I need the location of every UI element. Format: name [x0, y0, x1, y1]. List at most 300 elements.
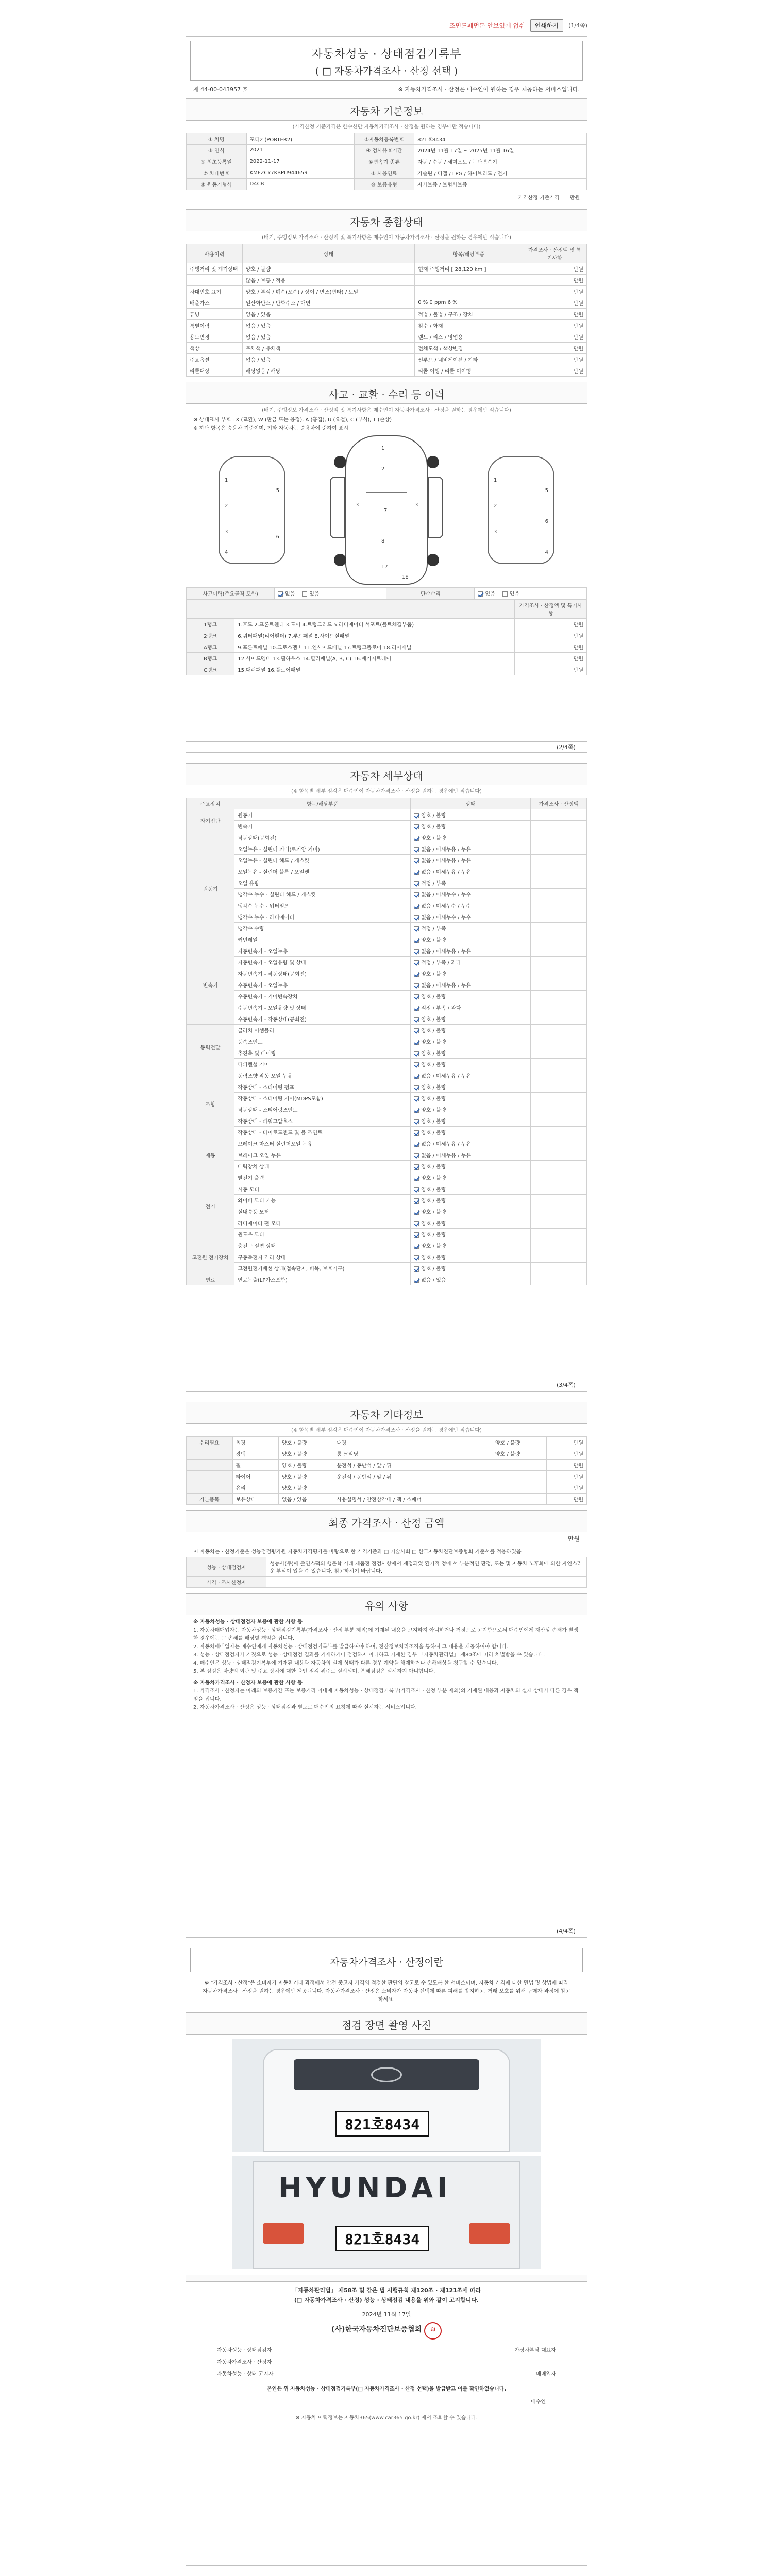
status-checkbox[interactable] — [414, 994, 419, 999]
sign-row — [186, 2355, 587, 2367]
summary-cell: 현재 주행거리 [ 28,120 km ] — [415, 263, 523, 275]
etc-cell: 내장 — [333, 1437, 492, 1448]
summary-row — [187, 263, 587, 275]
status-checkbox[interactable] — [414, 1244, 419, 1249]
rank-price: 만원 — [515, 619, 587, 630]
status-checkbox[interactable] — [414, 1130, 419, 1136]
status-text: 양호 / 불량 — [421, 1176, 446, 1181]
basic-section-title: 자동차 기본정보 — [186, 98, 587, 121]
summary-cell: 없음 / 있음 — [242, 320, 414, 331]
detail-price — [531, 1093, 587, 1104]
car-diagram — [186, 433, 587, 587]
etc-cell — [187, 1471, 233, 1482]
status-text: 양호 / 불량 — [421, 1221, 446, 1227]
page-2 — [186, 752, 587, 1365]
status-text: 양호 / 불량 — [421, 813, 446, 819]
rank-label: C랭크 — [187, 664, 234, 675]
detail-row — [187, 1217, 587, 1229]
etc-cell — [333, 1482, 492, 1494]
repair-yes-checkbox[interactable] — [502, 591, 508, 597]
detail-row — [187, 1059, 587, 1070]
detail-row — [187, 945, 587, 957]
summary-cell: 만원 — [523, 343, 586, 354]
detail-item: 브레이크 오일 누유 — [234, 1149, 411, 1161]
photo-section-title: 점검 장면 촬영 사진 — [186, 2012, 587, 2035]
summary-section-title: 자동차 종합상태 — [186, 209, 587, 231]
front-plate: 821호8434 — [335, 2111, 429, 2137]
basic-cell: 포터2 (PORTER2) — [246, 133, 354, 145]
summary-head-cell: 항목/해당부품 — [415, 244, 523, 263]
summary-cell: 침수 / 화재 — [415, 320, 523, 331]
detail-item: 구동축전지 격리 상태 — [234, 1251, 411, 1263]
detail-item: 동력조향 작동 오일 누유 — [234, 1070, 411, 1081]
detail-status — [411, 843, 531, 855]
detail-status — [411, 1025, 531, 1036]
etc-cell — [492, 1482, 546, 1494]
etc-cell: 타이어 — [232, 1471, 279, 1482]
detail-group: 고전원 전기장치 — [187, 1240, 234, 1274]
summary-cell: 용도변경 — [187, 331, 243, 343]
summary-cell: 만원 — [523, 354, 586, 365]
status-checkbox[interactable] — [414, 1017, 419, 1022]
status-checkbox[interactable] — [414, 972, 419, 977]
status-checkbox[interactable] — [414, 1051, 419, 1056]
detail-item: 클러치 어셈블리 — [234, 1025, 411, 1036]
summary-table — [186, 244, 587, 377]
notice-paragraph: 4. 매수인은 성능 · 상태점검기록부에 기재된 내용과 자동차의 실제 상태가 다른 경우 계약을 해제하거나 손해배상을 청구할 수 있습니다. — [193, 1660, 498, 1666]
status-checkbox[interactable] — [414, 870, 419, 875]
etc-cell: 양호 / 불량 — [279, 1460, 333, 1471]
sign-row — [186, 2344, 587, 2355]
detail-row — [187, 1070, 587, 1081]
status-checkbox[interactable] — [414, 1255, 419, 1260]
summary-cell: 만원 — [523, 275, 586, 286]
detail-item: 작동상태 - 타이로드엔드 및 볼 조인트 — [234, 1127, 411, 1138]
detail-status — [411, 832, 531, 843]
sign-org-row — [190, 2322, 583, 2340]
status-text: 적정 / 부족 — [421, 881, 446, 887]
doc-meta — [186, 85, 587, 93]
status-checkbox[interactable] — [414, 1153, 419, 1158]
status-text: 양호 / 불량 — [421, 1255, 446, 1261]
rank-table — [186, 599, 587, 675]
status-text: 없음 / 미세누수 / 누수 — [421, 915, 471, 921]
detail-price — [531, 968, 587, 979]
detail-row — [187, 809, 587, 821]
basic-cell: 2022-11-17 — [246, 156, 354, 167]
detail-price — [531, 1138, 587, 1149]
status-text: 없음 / 미세누유 / 누유 — [421, 858, 471, 864]
basic-cell: ⑩ 보증유형 — [354, 179, 414, 190]
basic-cell: 821호8434 — [414, 133, 587, 145]
basic-cell: ⑤ 최초등록일 — [187, 156, 247, 167]
detail-row — [187, 911, 587, 923]
detail-price — [531, 1002, 587, 1013]
detail-status — [411, 809, 531, 821]
status-checkbox[interactable] — [414, 1232, 419, 1238]
status-checkbox[interactable] — [414, 926, 419, 931]
status-text: 양호 / 불량 — [421, 1040, 446, 1045]
summary-cell — [187, 275, 243, 286]
status-checkbox[interactable] — [414, 983, 419, 988]
status-text: 적정 / 부족 / 과다 — [421, 960, 461, 966]
status-checkbox[interactable] — [414, 892, 419, 897]
status-checkbox[interactable] — [414, 858, 419, 863]
etc-section-title: 자동차 기타정보 — [186, 1402, 587, 1424]
detail-price — [531, 1081, 587, 1093]
basic-cell: ③ 연식 — [187, 145, 247, 156]
detail-item: 수동변속기 - 기어변속장치 — [234, 991, 411, 1002]
detail-status — [411, 923, 531, 934]
status-checkbox[interactable] — [414, 1176, 419, 1181]
status-checkbox[interactable] — [414, 1210, 419, 1215]
service-title: 자동차가격조사 · 산정이란 — [329, 1957, 443, 1968]
detail-item: 변속기 — [234, 821, 411, 832]
status-checkbox[interactable] — [414, 1028, 419, 1033]
status-text: 적정 / 부족 / 과다 — [421, 1006, 461, 1011]
status-checkbox[interactable] — [414, 960, 419, 965]
summary-cell: 만원 — [523, 263, 586, 275]
detail-row — [187, 1002, 587, 1013]
page-number: (1/4쪽) — [568, 22, 587, 29]
base-price-unit: 만원 — [569, 195, 580, 201]
accident-legend — [186, 416, 587, 433]
summary-cell: 튜닝 — [187, 309, 243, 320]
detail-item: 추진축 및 베어링 — [234, 1047, 411, 1059]
status-text: 없음 / 있음 — [421, 1278, 446, 1283]
summary-cell: 색상 — [187, 343, 243, 354]
status-checkbox[interactable] — [414, 813, 419, 818]
summary-cell: 만원 — [523, 365, 586, 377]
detail-status — [411, 1047, 531, 1059]
detail-item: 배력장치 상태 — [234, 1161, 411, 1172]
status-checkbox[interactable] — [414, 1074, 419, 1079]
etc-cell: 양호 / 불량 — [279, 1437, 333, 1448]
status-text: 없음 / 미세누유 / 누유 — [421, 949, 471, 955]
basic-section-note: (가격산정 기준가격은 한수신만 자동차가격조사 · 산정을 원하는 경우에만 적습니다) — [292, 124, 481, 130]
basic-cell: D4CB — [246, 179, 354, 190]
status-checkbox[interactable] — [414, 1278, 419, 1283]
rank-label: A랭크 — [187, 641, 234, 653]
basic-cell: 2024년 11월 17일 ~ 2025년 11월 16일 — [414, 145, 587, 156]
status-checkbox[interactable] — [414, 1221, 419, 1226]
status-text: 양호 / 불량 — [421, 824, 446, 830]
detail-item: 라디에이터 팬 모터 — [234, 1217, 411, 1229]
detail-row — [187, 1206, 587, 1217]
detail-price — [531, 1183, 587, 1195]
status-checkbox[interactable] — [414, 1164, 419, 1170]
summary-cell: 양호 / 불량 — [242, 263, 414, 275]
sign-org: (사)한국자동차진단보증협회 — [331, 2325, 422, 2334]
notice-head-2: ※ 자동차가격조사 · 산정자 보증에 관한 사항 등 — [193, 1680, 303, 1686]
sign-statement — [186, 2282, 587, 2344]
status-text: 양호 / 불량 — [421, 1198, 446, 1204]
etc-cell: 양호 / 불량 — [279, 1471, 333, 1482]
detail-item: 실내송풍 모터 — [234, 1206, 411, 1217]
basic-cell: 2021 — [246, 145, 354, 156]
status-checkbox[interactable] — [414, 1062, 419, 1067]
detail-row — [187, 991, 587, 1002]
detail-price — [531, 900, 587, 911]
detail-item: 자동변속기 - 작동상태(공회전) — [234, 968, 411, 979]
detail-item: 오일누유 - 실린더 블록 / 오일팬 — [234, 866, 411, 877]
repair-none-checkbox[interactable] — [478, 591, 483, 597]
detail-price — [531, 855, 587, 866]
sign-role: 자동차가격조사 · 산정자 — [217, 2360, 272, 2366]
status-checkbox[interactable] — [414, 1119, 419, 1124]
etc-row — [187, 1460, 587, 1471]
detail-item: 작동상태 - 파워고압호스 — [234, 1115, 411, 1127]
etc-cell: 운전석 / 동반석 / 앞 / 뒤 — [333, 1471, 492, 1482]
rear-brand: HYUNDAI — [278, 2172, 452, 2204]
detail-item: 발전기 출력 — [234, 1172, 411, 1183]
status-text: 없음 / 미세누유 / 누유 — [421, 983, 471, 989]
summary-row — [187, 343, 587, 354]
detail-row — [187, 1047, 587, 1059]
detail-status — [411, 1240, 531, 1251]
front-photo — [232, 2039, 541, 2152]
notice-paragraph: 3. 성능 · 상태점검자가 거짓으로 성능 · 상태점검 결과를 기재하거나 점검하지 아니하고 기재한 경우 「자동차관리법」 제80조에 따라 처벌받을 수 있습니다. — [193, 1652, 545, 1658]
detail-price — [531, 1025, 587, 1036]
detail-price — [531, 1161, 587, 1172]
detail-table — [186, 798, 587, 1285]
detail-price — [531, 957, 587, 968]
summary-cell: 배출가스 — [187, 297, 243, 309]
org-seal: 印 — [424, 2322, 442, 2340]
notice-link[interactable]: 조민드페먼돈 안보있에 없쉬 — [449, 22, 525, 29]
detail-group: 자기진단 — [187, 809, 234, 832]
rank-parts: 12.사이드멤버 13.휠하우스 14.필러패널(A, B, C) 16.패키지트레이 — [234, 653, 515, 664]
summary-cell: 썬루프 / 네비게이션 / 기타 — [415, 354, 523, 365]
accident-yes-checkbox[interactable] — [302, 591, 307, 597]
accident-none-checkbox[interactable] — [278, 591, 283, 597]
summary-cell: 만원 — [523, 320, 586, 331]
detail-item: 오일누유 - 실린더 헤드 / 개스킷 — [234, 855, 411, 866]
basic-table — [186, 133, 587, 190]
car-front-view: 1 2 3 4 5 6 — [219, 456, 285, 564]
detail-price — [531, 923, 587, 934]
notice-paragraph: 1. 가격조사 · 산정자는 아래의 보증기간 또는 보증거리 이내에 자동차성능 · 상태점검기록부(가격조사 · 산정 부분 제외)의 기재된 내용과 자동차의 실제 상태가 다른 경우 책임을 집니다. — [193, 1688, 579, 1702]
rank-parts: 6.쿼터패널(리어휀더) 7.루프패널 8.사이드실패널 — [234, 630, 515, 641]
basic-row — [187, 179, 587, 190]
detail-group: 전기 — [187, 1172, 234, 1240]
status-checkbox[interactable] — [414, 836, 419, 841]
detail-status — [411, 1127, 531, 1138]
detail-price — [531, 1036, 587, 1047]
rank-row — [187, 653, 587, 664]
status-checkbox[interactable] — [414, 881, 419, 886]
accident-history-table: 사고이력(주요골격 포함) 없음 있음 단순수리 없음 있음 — [186, 587, 587, 599]
etc-cell — [492, 1471, 546, 1482]
detail-status — [411, 1115, 531, 1127]
detail-price — [531, 1251, 587, 1263]
status-checkbox[interactable] — [414, 1108, 419, 1113]
detail-status — [411, 877, 531, 889]
detail-status — [411, 991, 531, 1002]
status-text: 없음 / 미세누유 / 누유 — [421, 847, 471, 853]
detail-section-title: 자동차 세부상태 — [186, 763, 587, 785]
detail-price — [531, 1172, 587, 1183]
detail-price — [531, 1115, 587, 1127]
etc-row — [187, 1437, 587, 1448]
summary-cell: 주행거리 및 계기상태 — [187, 263, 243, 275]
detail-status — [411, 1206, 531, 1217]
summary-cell: 리콜대상 — [187, 365, 243, 377]
status-text: 양호 / 불량 — [421, 1130, 446, 1136]
detail-status — [411, 900, 531, 911]
detail-item: 오일 유량 — [234, 877, 411, 889]
accident-question: 사고이력(주요골격 포함) — [187, 588, 275, 599]
status-checkbox[interactable] — [414, 1006, 419, 1011]
etc-cell: 룸 크리닝 — [333, 1448, 492, 1460]
page-2-number: (2/4쪽) — [557, 744, 576, 751]
summary-row — [187, 320, 587, 331]
detail-head-cell: 항목/해당부품 — [234, 798, 411, 809]
status-checkbox[interactable] — [414, 915, 419, 920]
detail-row — [187, 1183, 587, 1195]
detail-group: 원동기 — [187, 832, 234, 945]
etc-cell — [187, 1482, 233, 1494]
detail-price — [531, 911, 587, 923]
detail-status — [411, 1195, 531, 1206]
detail-price — [531, 1047, 587, 1059]
final-label: 가격 · 조사산정자 — [187, 1577, 266, 1588]
status-checkbox[interactable] — [414, 1187, 419, 1192]
rank-label: 1랭크 — [187, 619, 234, 630]
detail-status — [411, 1070, 531, 1081]
sign-section-title — [186, 2275, 587, 2282]
status-checkbox[interactable] — [414, 1040, 419, 1045]
final-row — [187, 1557, 587, 1577]
top-bar — [186, 18, 587, 33]
service-title-box — [190, 1948, 583, 1972]
detail-price — [531, 1070, 587, 1081]
detail-item: 자동변속기 - 오일유량 및 상태 — [234, 957, 411, 968]
accident-section-note: (배기, 주행정보 가격조사 · 산정액 및 특기사항은 매수인이 자동차가격조사 · 산정을 원하는 경우에만 적습니다) — [262, 408, 511, 413]
print-button[interactable]: 인쇄하기 — [530, 19, 563, 32]
detail-item: 디퍼렌셜 기어 — [234, 1059, 411, 1070]
summary-head-cell: 사용이력 — [187, 244, 243, 263]
car-rear-view: 1 2 3 4 5 6 — [488, 456, 554, 564]
detail-item: 수동변속기 - 작동상태(공회전) — [234, 1013, 411, 1025]
detail-item: 냉각수 누수 - 라디에이터 — [234, 911, 411, 923]
basic-cell: ⑥변속기 종류 — [354, 156, 414, 167]
sign-date: 2024년 11월 17일 — [362, 2311, 411, 2318]
notice-paragraph: 5. 본 점검은 차량의 외관 및 주요 장치에 대한 육안 점검 위주로 실시되며, 분해점검은 실시하지 아니합니다. — [193, 1669, 435, 1674]
summary-cell: 무채색 / 유채색 — [242, 343, 414, 354]
detail-row — [187, 968, 587, 979]
status-checkbox[interactable] — [414, 847, 419, 852]
detail-row — [187, 1127, 587, 1138]
status-checkbox[interactable] — [414, 1096, 419, 1101]
status-text: 적정 / 부족 — [421, 926, 446, 932]
status-text: 양호 / 불량 — [421, 1244, 446, 1249]
detail-row — [187, 843, 587, 855]
status-checkbox[interactable] — [414, 949, 419, 954]
status-checkbox[interactable] — [414, 938, 419, 943]
etc-cell: 운전석 / 동반석 / 앞 / 뒤 — [333, 1460, 492, 1471]
status-text: 양호 / 불량 — [421, 1108, 446, 1113]
final-section-title: 최종 가격조사 · 산정 금액 — [186, 1510, 587, 1532]
status-text: 양호 / 불량 — [421, 1085, 446, 1091]
rank-parts: 9.프론트패널 10.크로스멤버 11.인사이드패널 17.트렁크플로어 18.리어패널 — [234, 641, 515, 653]
summary-row — [187, 275, 587, 286]
sign-role: 자동차성능 · 상태점검자 — [217, 2348, 272, 2354]
etc-price: 만원 — [547, 1494, 587, 1505]
detail-price — [531, 1229, 587, 1240]
detail-group: 변속기 — [187, 945, 234, 1025]
simple-repair-question: 단순수리 — [386, 588, 475, 599]
detail-item: 원동기 — [234, 809, 411, 821]
status-checkbox[interactable] — [414, 1142, 419, 1147]
detail-price — [531, 1240, 587, 1251]
detail-price — [531, 1013, 587, 1025]
etc-cell: 양호 / 불량 — [279, 1448, 333, 1460]
status-text: 없음 / 미세누유 / 누유 — [421, 1142, 471, 1147]
summary-head-cell: 가격조사 · 산정액 및 특기사항 — [523, 244, 586, 263]
detail-status — [411, 1002, 531, 1013]
status-text: 없음 / 미세누수 / 누수 — [421, 892, 471, 898]
detail-head-cell: 가격조사 · 산정액 — [531, 798, 587, 809]
detail-row — [187, 1093, 587, 1104]
detail-item: 와이퍼 모터 기능 — [234, 1195, 411, 1206]
status-text: 양호 / 불량 — [421, 1096, 446, 1102]
final-unit: 만원 — [567, 1535, 580, 1543]
detail-price — [531, 843, 587, 855]
rank-parts: 1.후드 2.프론트휀더 3.도어 4.트렁크리드 5.라디에이터 서포트(볼트체결부품) — [234, 619, 515, 630]
detail-status — [411, 1217, 531, 1229]
detail-group: 동력전달 — [187, 1025, 234, 1070]
notice-paragraph: 2. 자동차매매업자는 매수인에게 자동차성능 · 상태점검기록부를 발급하여야 하며, 전산정보처리조직을 통하여 그 내용을 제공하여야 합니다. — [193, 1644, 509, 1650]
detail-item: 자동변속기 - 오일누유 — [234, 945, 411, 957]
detail-item: 수동변속기 - 오일유량 및 상태 — [234, 1002, 411, 1013]
etc-row — [187, 1471, 587, 1482]
detail-row — [187, 1229, 587, 1240]
status-checkbox[interactable] — [414, 1266, 419, 1272]
detail-status — [411, 1274, 531, 1285]
detail-group: 제동 — [187, 1138, 234, 1172]
rank-price: 만원 — [515, 630, 587, 641]
detail-price — [531, 1206, 587, 1217]
page-subtitle: ( □ 자동차가격조사 · 산정 선택 ) — [315, 65, 458, 77]
doc-notice: ※ 자동차가격조사 · 산정은 매수인이 원하는 경우 제공하는 서비스입니다. — [398, 86, 580, 93]
detail-status — [411, 1104, 531, 1115]
basic-cell: ⑦ 차대번호 — [187, 167, 247, 179]
status-checkbox[interactable] — [414, 1085, 419, 1090]
basic-cell: ⑧ 사용연료 — [354, 167, 414, 179]
etc-cell: 외장 — [232, 1437, 279, 1448]
status-checkbox[interactable] — [414, 824, 419, 829]
rank-parts: 15.대쉬패널 16.플로어패널 — [234, 664, 515, 675]
final-label: 성능 · 상태점검자 — [187, 1557, 266, 1577]
detail-item: 충전구 절연 상태 — [234, 1240, 411, 1251]
basic-row — [187, 156, 587, 167]
footer-note: ※ 자동차 이력정보는 자동차365(www.car365.go.kr) 에서 조회할 수 있습니다. — [295, 2415, 478, 2421]
detail-item: 오일누유 - 실린더 커버(로커암 커버) — [234, 843, 411, 855]
receiver: 매수인 — [531, 2399, 546, 2405]
summary-cell: 없음 / 있음 — [242, 331, 414, 343]
detail-status — [411, 945, 531, 957]
status-checkbox[interactable] — [414, 904, 419, 909]
detail-row — [187, 1263, 587, 1274]
status-checkbox[interactable] — [414, 1198, 419, 1204]
rank-price: 만원 — [515, 641, 587, 653]
detail-row — [187, 934, 587, 945]
summary-cell — [415, 286, 523, 297]
status-text: 양호 / 불량 — [421, 1119, 446, 1125]
rank-row — [187, 619, 587, 630]
detail-status — [411, 1013, 531, 1025]
